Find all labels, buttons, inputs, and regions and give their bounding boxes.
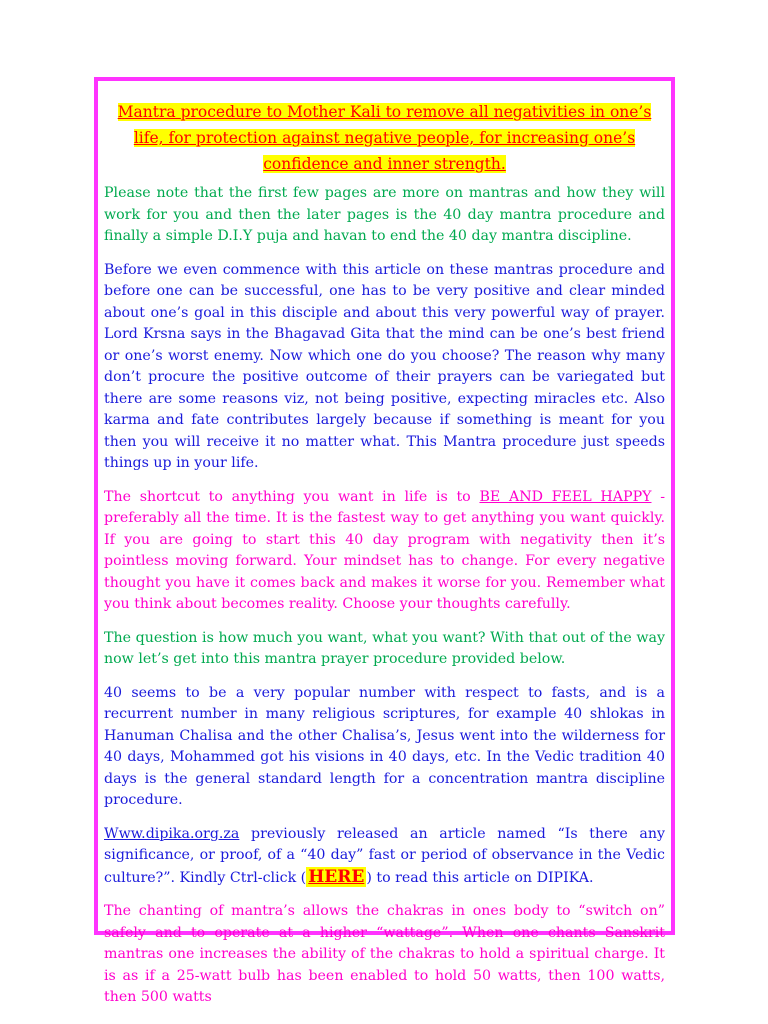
- title-text: Mantra procedure to Mother Kali to remove all negativities in one’s life, for protection against negative people, for increasing one’s confidence and inner strength.: [117, 103, 652, 173]
- paragraph-shortcut: [104, 487, 665, 616]
- be-and-feel-happy-emphasis: BE AND FEEL HAPPY: [479, 488, 652, 505]
- dipika-text-2: ) to read this article on DIPIKA.: [366, 869, 594, 886]
- paragraph-before-commence: Before we even commence with this article on these mantras procedure and before one can be successful, one has to be very positive and clear minded about one’s goal in this disciple and about this very powerful way of prayer. Lord Krsna says in the Bhagavad Gita that the mind can be one’s best friend or one’s worst enemy. Now which one do you choose? The reason why many don’t procure the positive outcome of their prayers can be variegated but there are some reasons viz, not being positive, expecting miracles etc. Also karma and fate contributes largely because if something is meant for you then you will receive it no matter what. This Mantra procedure just speeds things up in your life.: [104, 261, 665, 471]
- paragraph-intro: Please note that the first few pages are more on mantras and how they will work for you and then the later pages is the 40 day mantra procedure and finally a simple D.I.Y puja and havan to end the 40 day mantra discipline.: [104, 185, 665, 244]
- document-content: [98, 81, 671, 1009]
- paragraph-dipika-article: [104, 824, 665, 890]
- shortcut-text-after: - preferably all the time. It is the fastest way to get anything you want quickly. If you are going to start this 40 day program with negativity then it’s pointless moving forward. Your mindset has to change. For every negative thought you have it comes back and makes it worse for you. Remember what you think about becomes reality. Choose your thoughts carefully.: [104, 488, 665, 612]
- dipika-text-1: previously released an article named “Is there any significance, or proof, of a “40 day” fast or period of observance in the Vedic culture?”. Kindly Ctrl-click (: [104, 825, 665, 886]
- here-link[interactable]: HERE: [308, 866, 365, 887]
- dipika-link[interactable]: Www.dipika.org.za: [104, 825, 240, 842]
- shortcut-text-before: The shortcut to anything you want in life is to: [104, 488, 480, 505]
- paragraph-forty-days: 40 seems to be a very popular number with respect to fasts, and is a recurrent number in many religious scriptures, for example 40 shlokas in Hanuman Chalisa and the other Chalisa’s, Jesus went into the wilderness for 40 days, Mohammed got his visions in 40 days, etc. In the Vedic tradition 40 days is the general standard length for a concentration mantra discipline procedure.: [104, 684, 665, 808]
- paragraph-question: The question is how much you want, what you want? With that out of the way now let’s get into this mantra prayer procedure provided below.: [104, 629, 665, 667]
- document-title: [104, 99, 665, 177]
- paragraph-chakras: The chanting of mantra’s allows the chakras in ones body to “switch on” safely and to operate at a higher “wattage”. When one chants Sanskrit mantras one increases the ability of the chakras to hold a spiritual charge. It is as if a 25-watt bulb has been enabled to hold 50 watts, then 100 watts, then 500 watts: [104, 903, 665, 1005]
- document-page: [94, 77, 675, 1005]
